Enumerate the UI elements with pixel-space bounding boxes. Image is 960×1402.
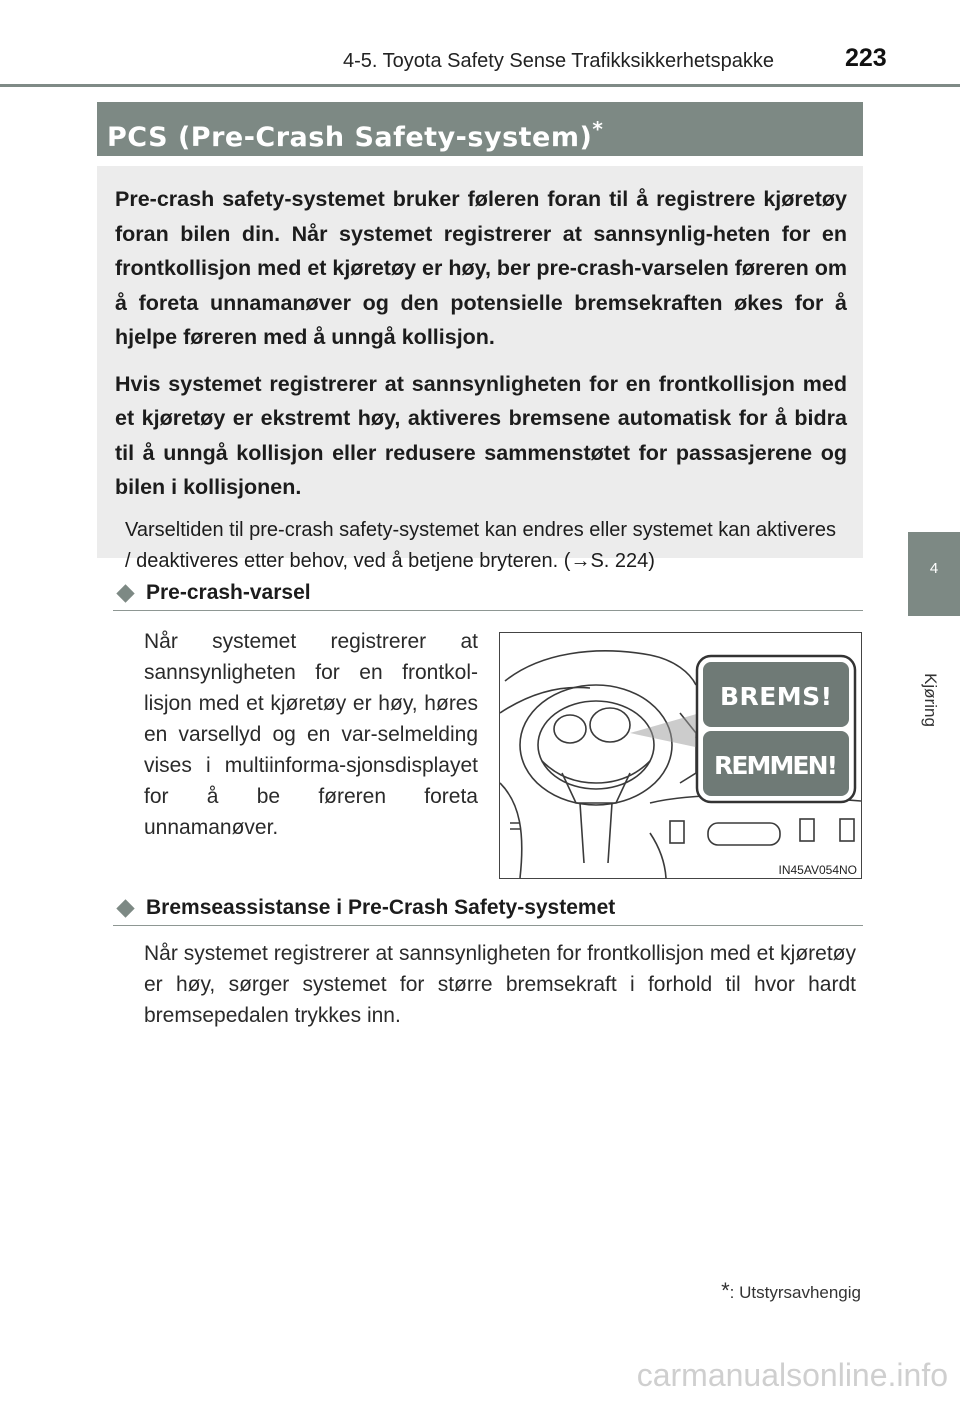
- illustration-code: IN45AV054NO: [778, 863, 857, 877]
- header-rule: [0, 84, 960, 87]
- title-bar: [97, 102, 863, 156]
- intro-paragraph-2: Hvis systemet registrerer at sannsynligheten for en frontkollisjon med et kjøretøy er ekstremt høy, aktiveres bremsene automatisk for å bidra til å unngå kollisjon eller redusere sammenstøtet for passasjerene og bilen i kollisjonen.: [115, 371, 847, 499]
- section-text-brake-assist: Når systemet registrerer at sannsynligheten for frontkollisjon med et kjøretøy er høy, sørger systemet for større bremsekraft i forhold til hvor hardt bremsepedalen trykkes inn.: [144, 942, 856, 1027]
- footnote-text: : Utstyrsavhengig: [729, 1283, 861, 1302]
- dashboard-drawing: [500, 633, 861, 878]
- display-text-brems: BREMS!: [720, 682, 832, 711]
- side-chapter-label: [905, 660, 955, 740]
- diamond-icon: [116, 899, 134, 917]
- footnote: [721, 1278, 861, 1304]
- page-title: PCS (Pre-Crash Safety-system): [107, 122, 593, 153]
- header-chapter: 4-5. Toyota Safety Sense Trafikksikkerhetspakke: [343, 50, 774, 72]
- intro-box: [97, 166, 863, 572]
- section-head-brake-assist: [113, 891, 863, 926]
- title-asterisk: *: [592, 117, 604, 141]
- side-label-text: Kjøring: [921, 673, 940, 727]
- display-text-remmen: REMMEN!: [714, 751, 838, 780]
- watermark: carmanualsonline.info: [636, 1357, 948, 1393]
- diamond-icon: [116, 584, 134, 602]
- section-title: Pre-crash-varsel: [146, 581, 311, 604]
- intro-note: Varseltiden til pre-crash safety-systemet kan endres eller systemet kan aktiveres / deaktiveres etter behov, ved å betjene bryteren. (→S. 224): [125, 518, 837, 572]
- footnote-asterisk: *: [721, 1278, 730, 1303]
- illustration-dashboard: [499, 632, 862, 879]
- page-number: 223: [845, 44, 887, 72]
- section-title: Bremseassistanse i Pre-Crash Safety-systemet: [146, 896, 616, 919]
- intro-paragraph-1: Pre-crash safety-systemet bruker føleren foran til å registrere kjøretøy foran bilen din. Når systemet registrerer at sannsynlig-heten for en frontkollisjon med et kjøretøy er høy, ber pre-crash-varselen føreren om å foreta unnamanøver og den potensielle bremsekraften økes for å hjelpe føreren med å unngå kollisjon.: [115, 187, 847, 349]
- side-chapter-tab: 4: [908, 532, 960, 616]
- section-head-pre-crash-warning: [113, 576, 863, 611]
- section-text-pre-crash-warning: Når systemet registrerer at sannsynligheten for en frontkol-lisjon med et kjøretøy er høy, høres en varsellyd og en var-selmelding vises i multiinforma-sjonsdisplayet for å be føreren foreta unnamanøver.: [144, 630, 478, 839]
